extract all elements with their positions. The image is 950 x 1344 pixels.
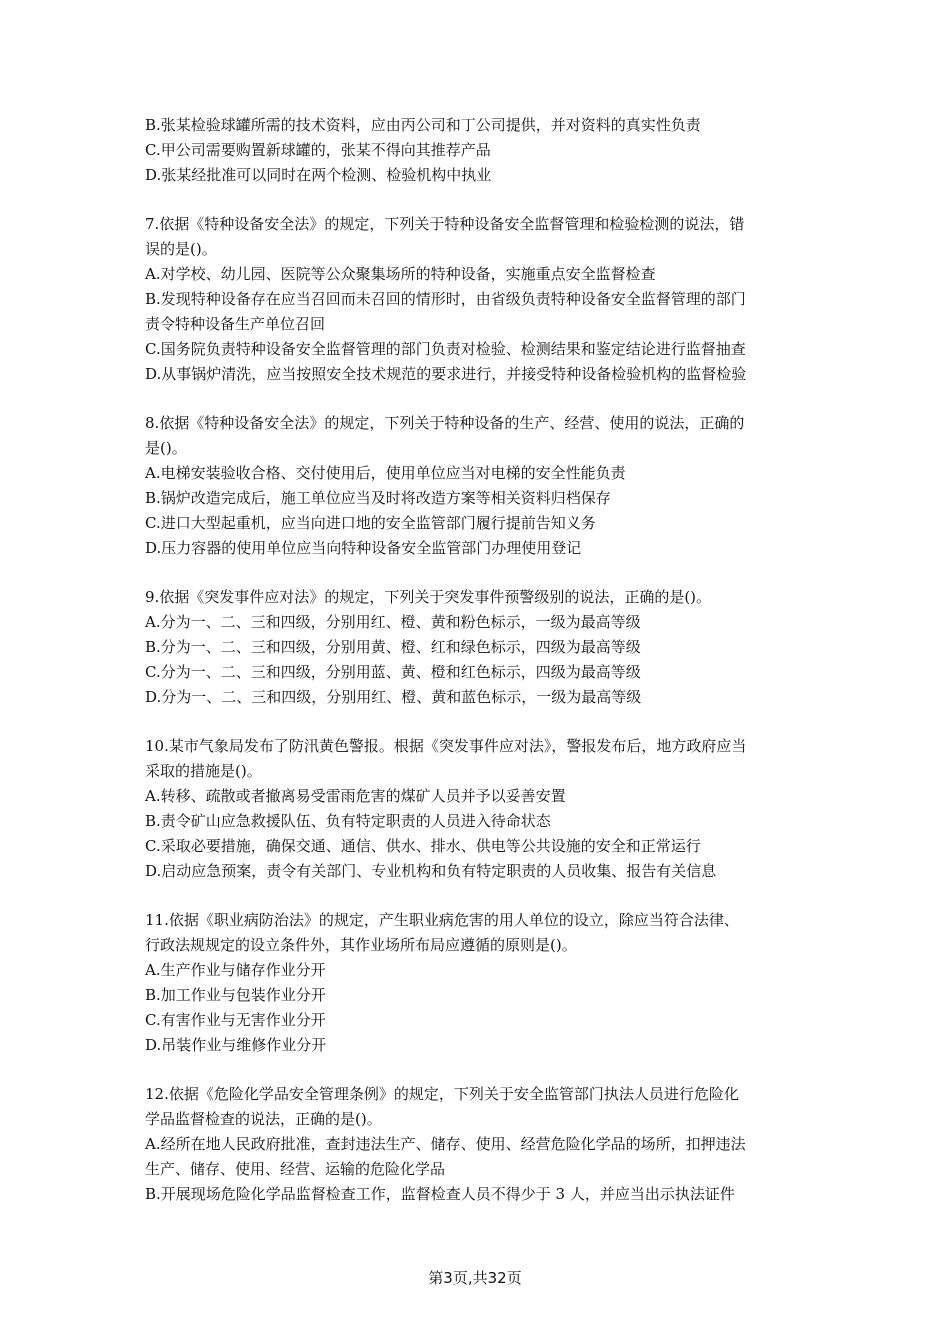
option-line: B.张某检验球罐所需的技术资料，应由丙公司和丁公司提供，并对资料的真实性负责	[145, 116, 701, 134]
option-c: C.国务院负责特种设备安全监督管理的部门负责对检验、检测结果和鉴定结论进行监督抽查	[145, 340, 746, 358]
question-stem: 8.依据《特种设备安全法》的规定，下列关于特种设备的生产、经营、使用的说法，正确的	[145, 414, 745, 432]
option-a: A.对学校、幼儿园、医院等公众聚集场所的特种设备，实施重点安全监督检查	[145, 265, 656, 283]
option-b: B.分为一、二、三和四级，分别用黄、橙、红和绿色标示，四级为最高等级	[145, 638, 641, 656]
question-stem: 是()。	[145, 439, 187, 457]
page-number: 第3页,共32页	[428, 1269, 522, 1287]
option-line: D.张某经批准可以同时在两个检测、检验机构中执业	[145, 166, 492, 184]
option-c: C.有害作业与无害作业分开	[145, 1011, 326, 1029]
document-body	[145, 113, 815, 1231]
question-9	[145, 585, 815, 710]
option-a: A.分为一、二、三和四级，分别用红、橙、黄和粉色标示，一级为最高等级	[145, 613, 641, 631]
option-d: D.压力容器的使用单位应当向特种设备安全监管部门办理使用登记	[145, 539, 582, 557]
question-stem: 9.依据《突发事件应对法》的规定，下列关于突发事件预警级别的说法，正确的是()。	[145, 588, 712, 606]
option-c: C.采取必要措施，确保交通、通信、供水、排水、供电等公共设施的安全和正常运行	[145, 837, 701, 855]
option-a: A.经所在地人民政府批准，查封违法生产、储存、使用、经营危险化学品的场所，扣押违法	[145, 1135, 746, 1153]
option-c: C.分为一、二、三和四级，分别用蓝、黄、橙和红色标示，四级为最高等级	[145, 663, 641, 681]
option-b-continued: 责令特种设备生产单位召回	[145, 315, 326, 333]
option-b: B.责令矿山应急救援队伍、负有特定职责的人员进入待命状态	[145, 812, 551, 830]
question-stem: 学品监督检查的说法，正确的是()。	[145, 1110, 382, 1128]
option-d: D.启动应急预案，责令有关部门、专业机构和负有特定职责的人员收集、报告有关信息	[145, 862, 717, 880]
question-stem: 12.依据《危险化学品安全管理条例》的规定，下列关于安全监管部门执法人员进行危险化	[145, 1085, 739, 1103]
question-stem: 行政法规规定的设立条件外，其作业场所布局应遵循的原则是()。	[145, 936, 577, 954]
question-stem: 10.某市气象局发布了防汛黄色警报。根据《突发事件应对法》，警报发布后，地方政府应当	[145, 737, 747, 755]
option-a: A.转移、疏散或者撤离易受雷雨危害的煤矿人员并予以妥善安置	[145, 787, 566, 805]
question-12	[145, 1082, 815, 1207]
question-stem: 11.依据《职业病防治法》的规定，产生职业病危害的用人单位的设立，除应当符合法律、	[145, 911, 739, 929]
option-b: B.开展现场危险化学品监督检查工作，监督检查人员不得少于 3 人，并应当出示执法证件	[145, 1185, 735, 1203]
question-7	[145, 212, 815, 387]
option-a: A.生产作业与储存作业分开	[145, 961, 326, 979]
option-b: B.发现特种设备存在应当召回而未召回的情形时，由省级负责特种设备安全监督管理的部门	[145, 290, 746, 308]
option-d: D.从事锅炉清洗，应当按照安全技术规范的要求进行，并接受特种设备检验机构的监督检验	[145, 365, 747, 383]
question-11	[145, 908, 815, 1058]
option-d: D.分为一、二、三和四级，分别用红、橙、黄和蓝色标示，一级为最高等级	[145, 688, 642, 706]
carryover-options	[145, 113, 815, 188]
question-8	[145, 411, 815, 561]
option-a: A.电梯安装验收合格、交付使用后，使用单位应当对电梯的安全性能负责	[145, 464, 626, 482]
option-b: B.加工作业与包装作业分开	[145, 986, 326, 1004]
question-stem: 采取的措施是()。	[145, 762, 262, 780]
question-10	[145, 734, 815, 884]
option-line: C.甲公司需要购置新球罐的，张某不得向其推荐产品	[145, 141, 491, 159]
option-d: D.吊装作业与维修作业分开	[145, 1036, 327, 1054]
option-b: B.锅炉改造完成后，施工单位应当及时将改造方案等相关资料归档保存	[145, 489, 611, 507]
option-a-continued: 生产、储存、使用、经营、运输的危险化学品	[145, 1160, 446, 1178]
question-stem: 7.依据《特种设备安全法》的规定，下列关于特种设备安全监督管理和检验检测的说法，错	[145, 215, 745, 233]
option-c: C.进口大型起重机，应当向进口地的安全监管部门履行提前告知义务	[145, 514, 596, 532]
question-stem: 误的是()。	[145, 240, 217, 258]
